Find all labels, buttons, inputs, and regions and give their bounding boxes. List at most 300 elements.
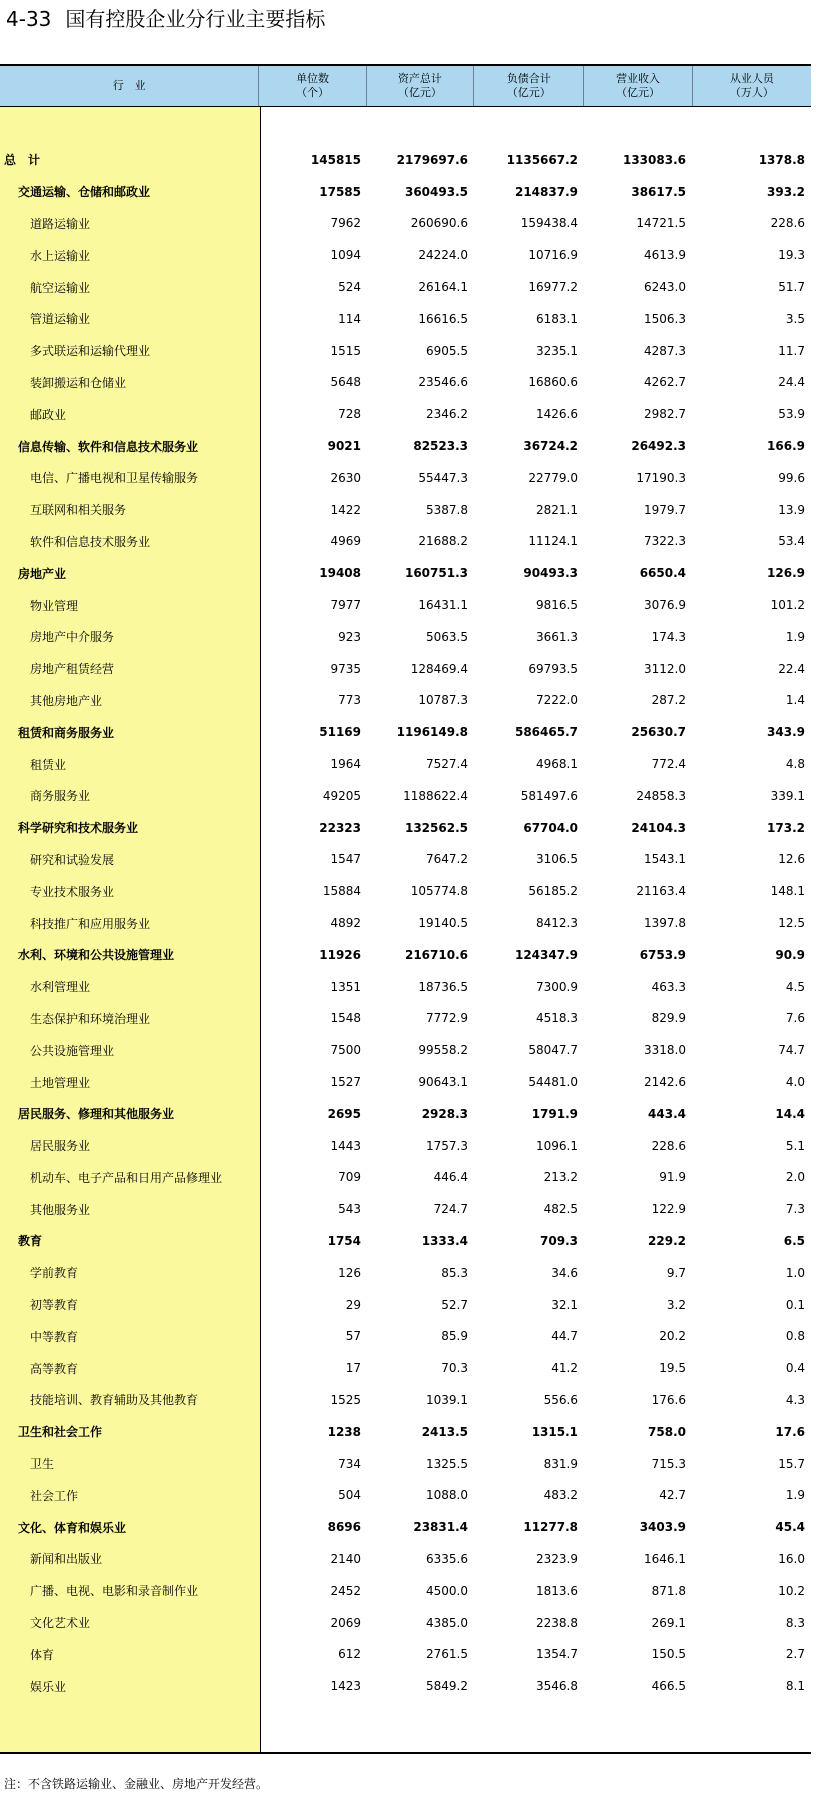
- value-cell: 923: [338, 629, 361, 644]
- value-cell: 871.8: [651, 1583, 686, 1598]
- value-cell: 2695: [327, 1106, 361, 1121]
- value-cell: 6905.5: [426, 343, 468, 358]
- value-cell: 287.2: [651, 693, 686, 708]
- value-cell: 53.9: [778, 407, 805, 422]
- value-cell: 150.5: [651, 1647, 686, 1662]
- value-cell: 90493.3: [523, 566, 578, 581]
- value-cell: 85.3: [441, 1265, 468, 1280]
- value-cell: 1423: [330, 1679, 361, 1694]
- table-row: [0, 1289, 811, 1321]
- value-cell: 128469.4: [410, 661, 468, 676]
- value-cell: 11926: [319, 947, 361, 962]
- value-cell: 36724.2: [523, 439, 578, 454]
- value-cell: 581497.6: [520, 788, 578, 803]
- value-cell: 4518.3: [536, 1011, 578, 1026]
- industry-name: 装卸搬运和仓储业: [30, 375, 127, 390]
- header-industry: 行 业: [112, 79, 146, 92]
- table-title-text: 国有控股企业分行业主要指标: [65, 7, 326, 31]
- industry-name: 研究和试验发展: [30, 852, 115, 867]
- value-cell: 1333.4: [421, 1233, 468, 1248]
- industry-name: 公共设施管理业: [30, 1043, 115, 1058]
- value-cell: 9816.5: [536, 598, 578, 613]
- value-cell: 2630: [330, 470, 361, 485]
- value-cell: 709: [338, 1170, 361, 1185]
- value-cell: 7772.9: [426, 1011, 468, 1026]
- table-row: [0, 939, 811, 971]
- table-row: [0, 271, 811, 303]
- table-row: [0, 716, 811, 748]
- value-cell: 360493.5: [404, 184, 468, 199]
- value-cell: 15884: [322, 884, 361, 899]
- value-cell: 758.0: [648, 1424, 686, 1439]
- value-cell: 4.0: [785, 1075, 805, 1089]
- value-cell: 42.7: [659, 1488, 686, 1503]
- value-cell: 53.4: [778, 534, 805, 549]
- value-cell: 145815: [310, 152, 361, 167]
- value-cell: 2982.7: [644, 407, 686, 422]
- value-cell: 10716.9: [528, 248, 578, 263]
- value-cell: 24224.0: [418, 248, 468, 263]
- value-cell: 5849.2: [426, 1679, 468, 1694]
- header-liabilities-unit: （亿元）: [506, 86, 551, 99]
- value-cell: 1979.7: [644, 502, 686, 517]
- value-cell: 1646.1: [644, 1551, 686, 1566]
- header-assets-label: 资产总计: [397, 72, 442, 85]
- industry-name: 卫生: [30, 1457, 55, 1472]
- table-row: [0, 1543, 811, 1575]
- header-revenue: [583, 66, 691, 106]
- header-liabilities: [473, 66, 583, 106]
- value-cell: 9.7: [666, 1265, 686, 1280]
- table-row: [0, 494, 811, 526]
- value-cell: 126.9: [767, 566, 805, 581]
- value-cell: 1443: [330, 1138, 361, 1153]
- value-cell: 122.9: [651, 1202, 686, 1217]
- value-cell: 1.9: [785, 1488, 805, 1503]
- table-row: [0, 1670, 811, 1702]
- footnote: 注：不含铁路运输业、金融业、房地产开发经营。: [4, 1777, 269, 1791]
- value-cell: 3546.8: [536, 1679, 578, 1694]
- value-cell: 91.9: [659, 1170, 686, 1185]
- value-cell: 7647.2: [426, 852, 468, 867]
- table-row: [0, 1225, 811, 1257]
- value-cell: 69793.5: [528, 661, 578, 676]
- industry-name: 管道运输业: [30, 312, 91, 327]
- value-cell: 24858.3: [636, 788, 686, 803]
- value-cell: 1515: [330, 343, 361, 358]
- value-cell: 21163.4: [636, 884, 686, 899]
- value-cell: 2142.6: [644, 1075, 686, 1089]
- value-cell: 8696: [327, 1520, 361, 1535]
- value-cell: 216710.6: [404, 947, 468, 962]
- value-cell: 132562.5: [404, 820, 468, 835]
- value-cell: 1757.3: [426, 1138, 468, 1153]
- value-cell: 56185.2: [528, 884, 578, 899]
- value-cell: 734: [338, 1456, 361, 1471]
- table-number: 4-33: [6, 7, 52, 31]
- header-units-label: 单位数: [296, 72, 330, 85]
- industry-name: 初等教育: [30, 1298, 79, 1313]
- value-cell: 176.6: [651, 1392, 686, 1407]
- value-cell: 160751.3: [404, 566, 468, 581]
- value-cell: 19.5: [659, 1361, 686, 1376]
- table-row: [0, 875, 811, 907]
- value-cell: 1754: [327, 1233, 361, 1248]
- value-cell: 3112.0: [644, 661, 686, 676]
- value-cell: 1422: [330, 502, 361, 517]
- industry-name: 机动车、电子产品和日用产品修理业: [30, 1170, 223, 1185]
- value-cell: 45.4: [775, 1520, 805, 1535]
- value-cell: 482.5: [543, 1202, 578, 1217]
- value-cell: 23831.4: [413, 1520, 468, 1535]
- industry-name: 新闻和出版业: [30, 1552, 103, 1567]
- value-cell: 2.7: [785, 1647, 805, 1662]
- value-cell: 67704.0: [523, 820, 578, 835]
- value-cell: 9021: [327, 439, 361, 454]
- value-cell: 3318.0: [644, 1043, 686, 1058]
- table-row: [0, 780, 811, 812]
- value-cell: 831.9: [543, 1456, 578, 1471]
- header-employees-unit: （万人）: [729, 86, 774, 99]
- value-cell: 463.3: [651, 979, 686, 994]
- value-cell: 1135667.2: [506, 152, 578, 167]
- table-row: [0, 1320, 811, 1352]
- industry-name: 教育: [18, 1234, 43, 1249]
- value-cell: 772.4: [651, 757, 686, 772]
- value-cell: 504: [338, 1488, 361, 1503]
- value-cell: 2323.9: [536, 1551, 578, 1566]
- value-cell: 52.7: [441, 1297, 468, 1312]
- value-cell: 443.4: [648, 1106, 686, 1121]
- value-cell: 4613.9: [644, 248, 686, 263]
- industry-name: 中等教育: [30, 1329, 79, 1344]
- value-cell: 90.9: [775, 947, 805, 962]
- value-cell: 5063.5: [426, 629, 468, 644]
- value-cell: 23546.6: [418, 375, 468, 390]
- value-cell: 17190.3: [636, 470, 686, 485]
- value-cell: 228.6: [651, 1138, 686, 1153]
- value-cell: 4968.1: [536, 757, 578, 772]
- industry-name: 物业管理: [30, 598, 79, 613]
- value-cell: 4.3: [785, 1392, 805, 1407]
- header-units-unit: （个）: [296, 86, 330, 99]
- industry-name: 总 计: [4, 153, 41, 168]
- header-employees: [692, 66, 811, 106]
- value-cell: 1506.3: [644, 311, 686, 326]
- value-cell: 24104.3: [631, 820, 686, 835]
- industry-name: 房地产业: [18, 566, 67, 581]
- table-rows: [0, 144, 811, 1702]
- value-cell: 6650.4: [639, 566, 686, 581]
- industry-name: 体育: [30, 1647, 55, 1662]
- header-units: [258, 66, 365, 106]
- value-cell: 17585: [319, 184, 361, 199]
- value-cell: 7222.0: [536, 693, 578, 708]
- value-cell: 19.3: [778, 248, 805, 263]
- value-cell: 7500: [330, 1043, 361, 1058]
- value-cell: 13.9: [778, 502, 805, 517]
- value-cell: 3403.9: [639, 1520, 686, 1535]
- value-cell: 17: [345, 1361, 361, 1376]
- value-cell: 7300.9: [536, 979, 578, 994]
- value-cell: 1378.8: [758, 152, 805, 167]
- industry-name: 互联网和相关服务: [30, 503, 127, 518]
- industry-name: 生态保护和环境治理业: [30, 1011, 151, 1026]
- value-cell: 5.1: [785, 1138, 805, 1153]
- value-cell: 213.2: [543, 1170, 578, 1185]
- value-cell: 2346.2: [426, 407, 468, 422]
- value-cell: 4287.3: [644, 343, 686, 358]
- industry-name: 商务服务业: [30, 789, 91, 804]
- industry-name: 道路运输业: [30, 216, 91, 231]
- value-cell: 38617.5: [631, 184, 686, 199]
- value-cell: 17.6: [775, 1424, 805, 1439]
- value-cell: 16977.2: [528, 280, 578, 295]
- value-cell: 16860.6: [528, 375, 578, 390]
- table-row: [0, 907, 811, 939]
- value-cell: 16.0: [778, 1551, 805, 1566]
- table-row: [0, 303, 811, 335]
- value-cell: 174.3: [651, 629, 686, 644]
- industry-name: 其他服务业: [30, 1202, 91, 1217]
- table-row: [0, 1130, 811, 1162]
- value-cell: 21688.2: [418, 534, 468, 549]
- value-cell: 11.7: [778, 343, 805, 358]
- data-table: [0, 64, 811, 1754]
- value-cell: 70.3: [441, 1361, 468, 1376]
- industry-name: 文化、体育和娱乐业: [18, 1520, 127, 1535]
- table-row: [0, 844, 811, 876]
- table-row: [0, 748, 811, 780]
- value-cell: 19140.5: [418, 916, 468, 931]
- industry-name: 租赁业: [30, 757, 67, 772]
- value-cell: 10.2: [778, 1583, 805, 1598]
- value-cell: 11124.1: [528, 534, 578, 549]
- value-cell: 20.2: [659, 1329, 686, 1344]
- industry-name: 居民服务业: [30, 1139, 91, 1154]
- table-row: [0, 685, 811, 717]
- value-cell: 8.1: [785, 1679, 805, 1694]
- industry-name: 邮政业: [30, 407, 67, 422]
- table-row: [0, 239, 811, 271]
- value-cell: 49205: [322, 788, 361, 803]
- value-cell: 16616.5: [418, 311, 468, 326]
- value-cell: 173.2: [767, 820, 805, 835]
- value-cell: 166.9: [767, 439, 805, 454]
- value-cell: 1039.1: [426, 1392, 468, 1407]
- value-cell: 16431.1: [418, 598, 468, 613]
- value-cell: 709.3: [540, 1233, 578, 1248]
- value-cell: 1527: [330, 1075, 361, 1089]
- industry-name: 信息传输、软件和信息技术服务业: [18, 439, 199, 454]
- industry-name: 其他房地产业: [30, 693, 103, 708]
- value-cell: 715.3: [651, 1456, 686, 1471]
- value-cell: 7527.4: [426, 757, 468, 772]
- value-cell: 74.7: [778, 1043, 805, 1058]
- industry-name: 居民服务、修理和其他服务业: [18, 1107, 175, 1122]
- industry-name: 广播、电视、电影和录音制作业: [30, 1584, 199, 1599]
- table-header: [0, 64, 811, 107]
- industry-name: 文化艺术业: [30, 1616, 91, 1631]
- value-cell: 22323: [319, 820, 361, 835]
- industry-name: 学前教育: [30, 1266, 79, 1281]
- header-liabilities-label: 负债合计: [506, 72, 551, 85]
- table-row: [0, 1575, 811, 1607]
- value-cell: 105774.8: [410, 884, 468, 899]
- value-cell: 1547: [330, 852, 361, 867]
- value-cell: 728: [338, 407, 361, 422]
- value-cell: 724.7: [433, 1202, 468, 1217]
- value-cell: 2179697.6: [396, 152, 468, 167]
- value-cell: 586465.7: [514, 725, 578, 740]
- table-row: [0, 367, 811, 399]
- table-row: [0, 1066, 811, 1098]
- industry-name: 土地管理业: [30, 1075, 91, 1090]
- value-cell: 114: [338, 311, 361, 326]
- table-row: [0, 1479, 811, 1511]
- table-row: [0, 1193, 811, 1225]
- value-cell: 8.3: [785, 1615, 805, 1630]
- value-cell: 51.7: [778, 280, 805, 295]
- value-cell: 11277.8: [523, 1520, 578, 1535]
- table-row: [0, 589, 811, 621]
- value-cell: 269.1: [651, 1615, 686, 1630]
- value-cell: 1351: [330, 979, 361, 994]
- table-row: [0, 1448, 811, 1480]
- value-cell: 339.1: [770, 788, 805, 803]
- table-row: [0, 1607, 811, 1639]
- header-assets-unit: （亿元）: [397, 86, 442, 99]
- value-cell: 2238.8: [536, 1615, 578, 1630]
- value-cell: 466.5: [651, 1679, 686, 1694]
- industry-name: 租赁和商务服务业: [18, 725, 115, 740]
- value-cell: 41.2: [551, 1361, 578, 1376]
- table-row: [0, 812, 811, 844]
- table-row: [0, 462, 811, 494]
- industry-name: 多式联运和运输代理业: [30, 344, 151, 359]
- header-employees-label: 从业人员: [729, 72, 774, 85]
- value-cell: 228.6: [770, 216, 805, 231]
- header-revenue-label: 营业收入: [616, 72, 661, 85]
- value-cell: 124347.9: [514, 947, 578, 962]
- value-cell: 4.8: [785, 757, 805, 772]
- value-cell: 26164.1: [418, 280, 468, 295]
- value-cell: 1325.5: [426, 1456, 468, 1471]
- value-cell: 4.5: [785, 979, 805, 994]
- value-cell: 4262.7: [644, 375, 686, 390]
- value-cell: 3661.3: [536, 629, 578, 644]
- table-row: [0, 1162, 811, 1194]
- table-row: [0, 1003, 811, 1035]
- value-cell: 159438.4: [520, 216, 578, 231]
- value-cell: 3106.5: [536, 852, 578, 867]
- value-cell: 57: [345, 1329, 361, 1344]
- table-row: [0, 1638, 811, 1670]
- value-cell: 90643.1: [418, 1075, 468, 1089]
- value-cell: 0.1: [785, 1297, 805, 1312]
- value-cell: 556.6: [543, 1392, 578, 1407]
- table-row: [0, 1511, 811, 1543]
- value-cell: 3.5: [785, 311, 805, 326]
- value-cell: 229.2: [648, 1233, 686, 1248]
- value-cell: 99558.2: [418, 1043, 468, 1058]
- value-cell: 82523.3: [413, 439, 468, 454]
- industry-name: 交通运输、仓储和邮政业: [18, 185, 151, 200]
- value-cell: 34.6: [551, 1265, 578, 1280]
- value-cell: 4500.0: [426, 1583, 468, 1598]
- value-cell: 9735: [330, 661, 361, 676]
- table-row: [0, 208, 811, 240]
- value-cell: 15.7: [778, 1456, 805, 1471]
- value-cell: 2413.5: [421, 1424, 468, 1439]
- value-cell: 29: [345, 1297, 361, 1312]
- industry-name: 科学研究和技术服务业: [18, 821, 139, 836]
- value-cell: 2928.3: [421, 1106, 468, 1121]
- value-cell: 3235.1: [536, 343, 578, 358]
- table-row: [0, 1034, 811, 1066]
- value-cell: 1088.0: [426, 1488, 468, 1503]
- table-row: [0, 526, 811, 558]
- table-row: [0, 971, 811, 1003]
- value-cell: 1094: [330, 248, 361, 263]
- table-row: [0, 430, 811, 462]
- value-cell: 24.4: [778, 375, 805, 390]
- value-cell: 6183.1: [536, 311, 578, 326]
- value-cell: 7.3: [785, 1202, 805, 1217]
- industry-name: 航空运输业: [30, 280, 91, 295]
- table-row: [0, 335, 811, 367]
- value-cell: 148.1: [770, 884, 805, 899]
- value-cell: 54481.0: [528, 1075, 578, 1089]
- table-row: [0, 1098, 811, 1130]
- value-cell: 10787.3: [418, 693, 468, 708]
- value-cell: 3076.9: [644, 598, 686, 613]
- value-cell: 126: [338, 1265, 361, 1280]
- value-cell: 2821.1: [536, 502, 578, 517]
- value-cell: 14721.5: [636, 216, 686, 231]
- value-cell: 343.9: [767, 725, 805, 740]
- industry-name: 房地产租赁经营: [30, 662, 115, 677]
- table-row: [0, 176, 811, 208]
- value-cell: 3.2: [666, 1297, 686, 1312]
- value-cell: 1096.1: [536, 1138, 578, 1153]
- table-row: [0, 653, 811, 685]
- value-cell: 612: [338, 1647, 361, 1662]
- value-cell: 133083.6: [622, 152, 686, 167]
- value-cell: 260690.6: [410, 216, 468, 231]
- value-cell: 2069: [330, 1615, 361, 1630]
- value-cell: 1548: [330, 1011, 361, 1026]
- value-cell: 1525: [330, 1392, 361, 1407]
- value-cell: 6243.0: [644, 280, 686, 295]
- value-cell: 1.0: [785, 1265, 805, 1280]
- table-row: [0, 1257, 811, 1289]
- industry-name: 水上运输业: [30, 248, 91, 263]
- header-revenue-unit: （亿元）: [616, 86, 661, 99]
- value-cell: 2140: [330, 1551, 361, 1566]
- value-cell: 0.4: [785, 1361, 805, 1376]
- value-cell: 18736.5: [418, 979, 468, 994]
- value-cell: 6335.6: [426, 1551, 468, 1566]
- industry-name: 高等教育: [30, 1361, 79, 1376]
- value-cell: 1964: [330, 757, 361, 772]
- table-title: [6, 4, 325, 34]
- value-cell: 543: [338, 1202, 361, 1217]
- industry-name: 专业技术服务业: [30, 884, 115, 899]
- industry-name: 房地产中介服务: [30, 630, 115, 645]
- value-cell: 7962: [330, 216, 361, 231]
- value-cell: 7322.3: [644, 534, 686, 549]
